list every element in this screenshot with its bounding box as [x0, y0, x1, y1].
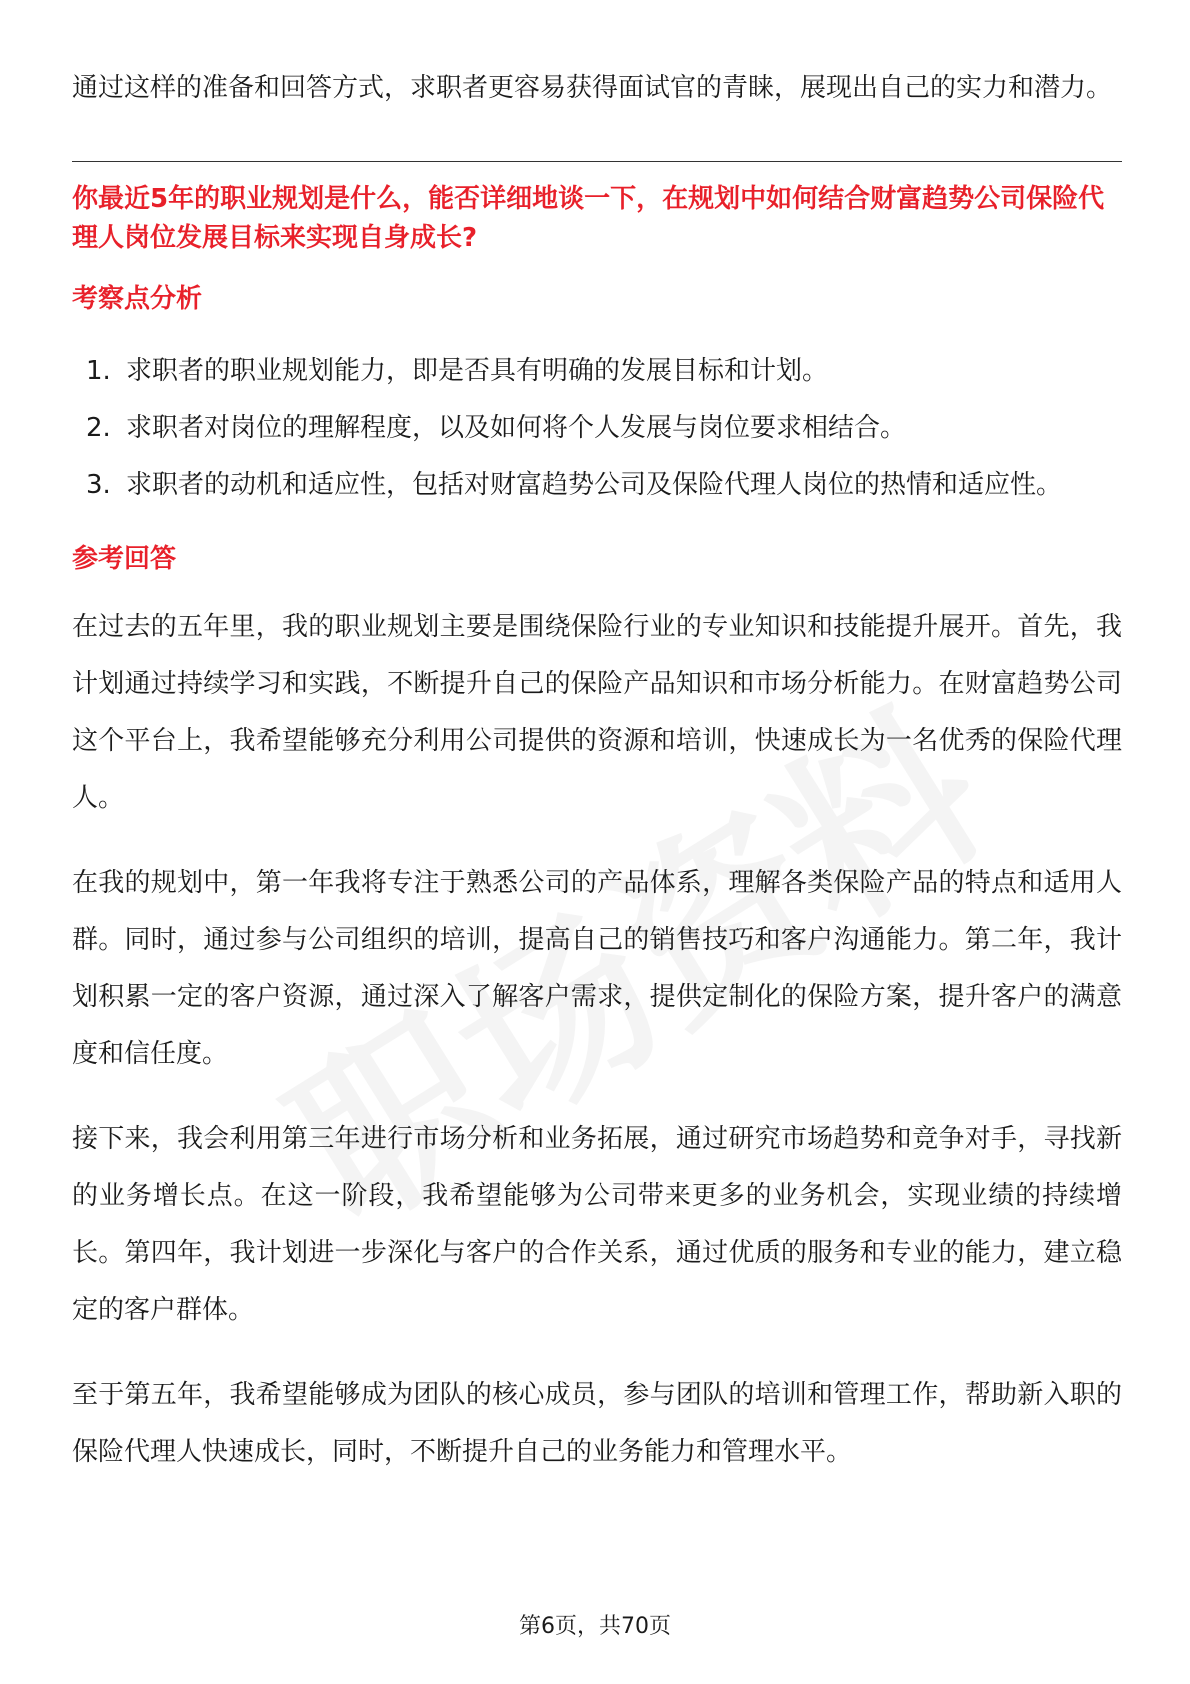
analysis-point-text: 求职者的动机和适应性，包括对财富趋势公司及保险代理人岗位的热情和适应性。	[126, 470, 1063, 500]
page-number: 第6页，共70页	[519, 1614, 671, 1639]
answer-heading: 参考回答	[72, 544, 177, 574]
analysis-point-text: 求职者对岗位的理解程度，以及如何将个人发展与岗位要求相结合。	[126, 413, 907, 443]
analysis-list	[72, 343, 1122, 514]
interview-question: 你最近5年的职业规划是什么，能否详细地谈一下，在规划中如何结合财富趋势公司保险代理人岗位发展目标来实现自身成长?	[72, 184, 1105, 253]
analysis-point	[72, 457, 1122, 514]
analysis-point-text: 求职者的职业规划能力，即是否具有明确的发展目标和计划。	[126, 356, 829, 386]
analysis-point	[72, 400, 1122, 457]
analysis-point-number: 3.	[86, 470, 111, 500]
answer-paragraph: 在我的规划中，第一年我将专注于熟悉公司的产品体系，理解各类保险产品的特点和适用人群。同时，通过参与公司组织的培训，提高自己的销售技巧和客户沟通能力。第二年，我计划积累一定的客户资源，通过深入了解客户需求，提供定制化的保险方案，提升客户的满意度和信任度。	[72, 868, 1122, 1069]
answer-paragraph: 接下来，我会利用第三年进行市场分析和业务拓展，通过研究市场趋势和竞争对手，寻找新的业务增长点。在这一阶段，我希望能够为公司带来更多的业务机会，实现业绩的持续增长。第四年，我计划进一步深化与客户的合作关系，通过优质的服务和专业的能力，建立稳定的客户群体。	[72, 1124, 1122, 1325]
answer-paragraph: 在过去的五年里，我的职业规划主要是围绕保险行业的专业知识和技能提升展开。首先，我计划通过持续学习和实践，不断提升自己的保险产品知识和市场分析能力。在财富趋势公司这个平台上，我希望能够充分利用公司提供的资源和培训，快速成长为一名优秀的保险代理人。	[72, 612, 1122, 813]
section-divider	[72, 161, 1122, 162]
analysis-point-number: 1.	[86, 356, 111, 386]
answer-paragraph: 至于第五年，我希望能够成为团队的核心成员，参与团队的培训和管理工作，帮助新入职的保险代理人快速成长，同时，不断提升自己的业务能力和管理水平。	[72, 1380, 1122, 1467]
document-page	[72, 60, 1122, 1509]
analysis-heading: 考察点分析	[72, 284, 203, 314]
intro-paragraph: 通过这样的准备和回答方式，求职者更容易获得面试官的青睐，展现出自己的实力和潜力。	[72, 73, 1113, 103]
analysis-point	[72, 343, 1122, 400]
analysis-point-number: 2.	[86, 413, 111, 443]
